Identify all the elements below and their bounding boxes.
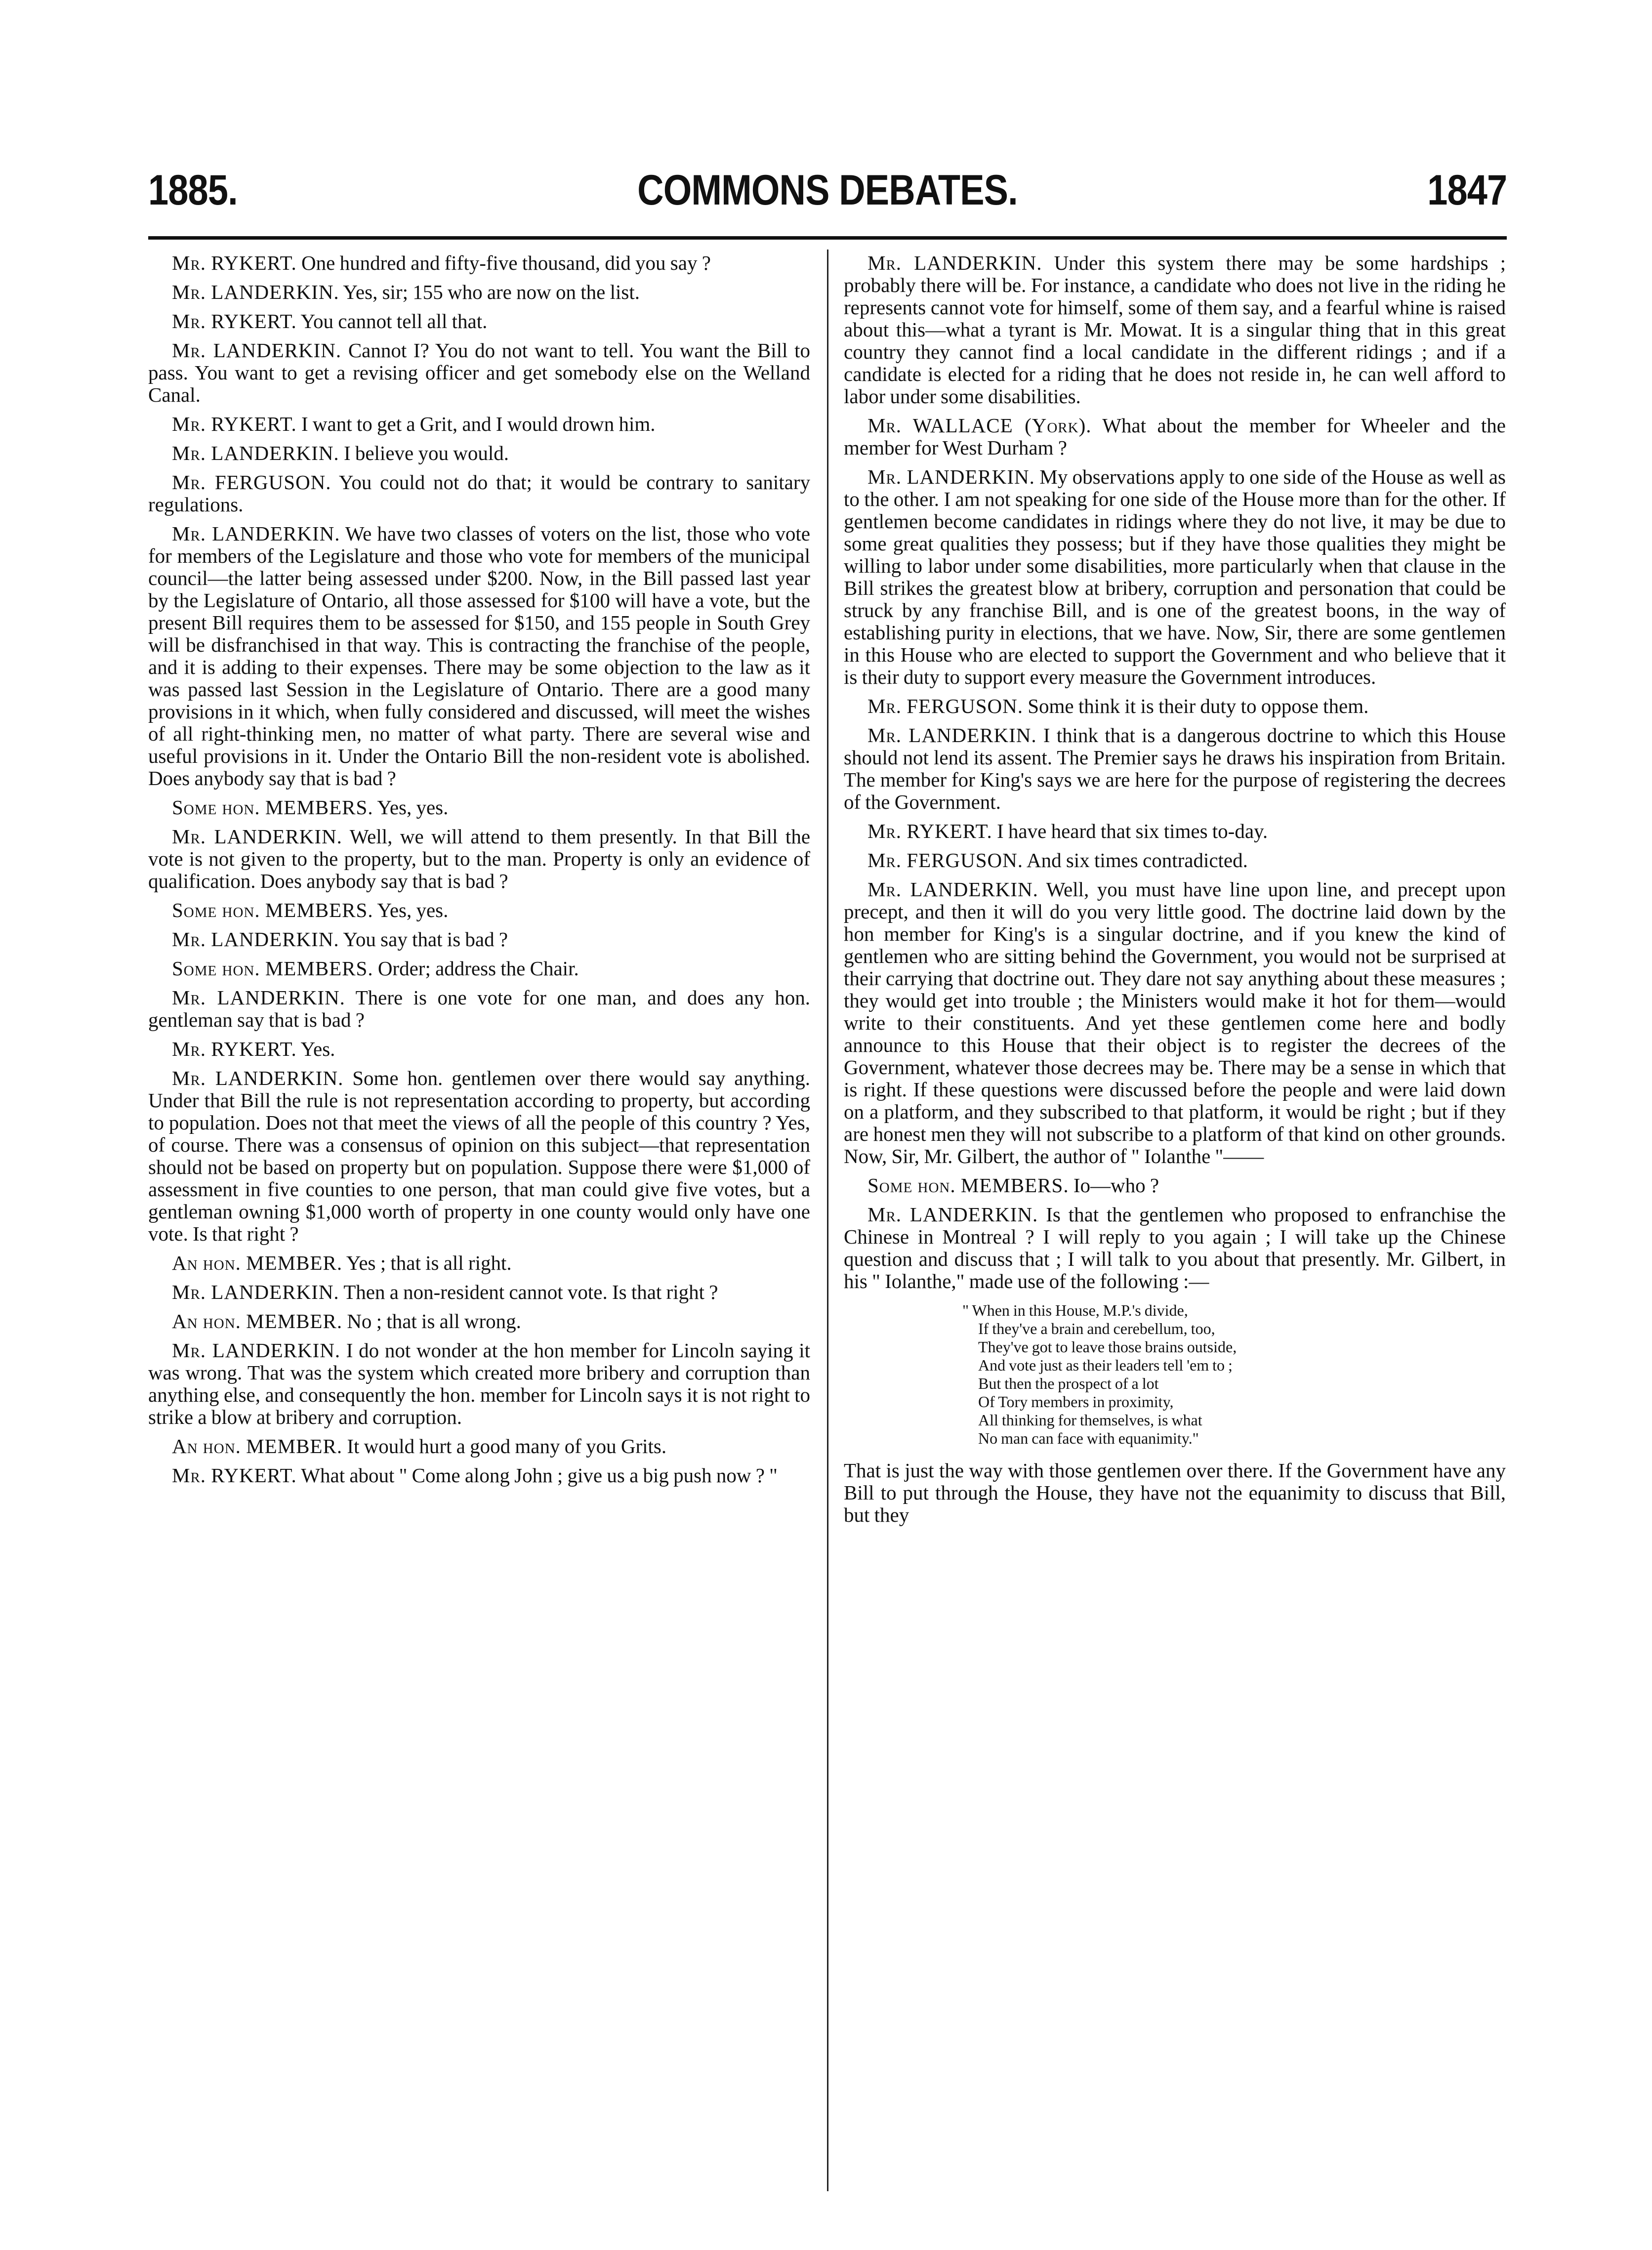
speech-text: Under this system there may be some hardships ; probably there will be. For instance, a candidate who does not live in the riding he represents cannot vote for himself, some of them say, and a fearful whine is raised about this—what a tyrant is Mr. Mowat. It is a singular thing that in this great country they cannot find a local candidate in the different ridings ; and if a candidate is elected for a riding that he does not reside in, he can well afford to labor under some disabilities. — [844, 251, 1506, 408]
speech-text: Well, we will attend to them presently. In that Bill the vote is not given to the property, but to the man. Property is only an evidence of qualification. Does anybody say that is bad ? — [148, 825, 811, 892]
speech-text: I have heard that six times to-day. — [997, 820, 1268, 842]
paragraph — [148, 471, 810, 516]
speaker-name: Mr. RYKERT. — [172, 310, 297, 333]
speech-text: My observations apply to one side of the House as well as to the other. I am not speaking for one side of the House more than for the other. If gentlemen become candidates in ridings where they do not live, it may be due to some great qualities they possess; but if they have those qualities they might be willing to labor under some disabilities, more particularly when that clause in the Bill strikes the greatest blow at bribery, corruption and personation that could be struck by any franchise Bill, and is one of the greatest boons, in the way of establishing purity in elections, that we have. Now, Sir, there are some gentlemen in this House who are elected to support the Government and who believe that it is their duty to support every measure the Government introduces. — [844, 465, 1506, 688]
verse-line: And vote just as their leaders tell 'em to ; — [978, 1356, 1233, 1374]
paragraph — [844, 1174, 1506, 1197]
speech-text: Order; address the Chair. — [377, 957, 579, 980]
speech-text: I do not wonder at the hon member for Lincoln saying it was wrong. That was the system which created more bribery and corruption than anything else, and consequently the hon. member for Lincoln says it is not right to strike a blow at bribery and corruption. — [148, 1339, 811, 1428]
speaker-name: Mr. RYKERT. — [172, 1464, 297, 1487]
speech-text: There is one vote for one man, and does any hon. gentleman say that is bad ? — [148, 986, 810, 1031]
left-column — [148, 252, 810, 1494]
speaker-name: Some hon. MEMBERS. — [172, 796, 373, 819]
speech-text: Some think it is their duty to oppose them. — [1028, 695, 1369, 717]
speech-text: Is that the gentlemen who proposed to enfranchise the Chinese in Montreal ? I will reply to you again ; I will take up the Chinese question and discuss that ; I will talk to you about that presently. Mr. Gilbert, in his " Iolanthe," made use of the following :— — [844, 1203, 1506, 1292]
header-year: 1885. — [148, 167, 238, 214]
speech-text: Io—who ? — [1073, 1174, 1159, 1197]
speaker-name: Mr. FERGUSON. — [867, 695, 1023, 717]
speech-text: You cannot tell all that. — [300, 310, 488, 333]
verse-line: All thinking for themselves, is what — [978, 1411, 1202, 1429]
speaker-name: An hon. MEMBER. — [172, 1251, 343, 1274]
speaker-name: Mr. FERGUSON. — [172, 471, 331, 494]
verse-quotation — [962, 1301, 1506, 1448]
speaker-name: Mr. FERGUSON. — [867, 849, 1023, 872]
speaker-name: Mr. LANDERKIN. — [172, 281, 339, 303]
paragraph — [844, 1204, 1506, 1292]
paragraph — [148, 928, 810, 951]
paragraph — [148, 1252, 810, 1274]
speaker-name: Mr. LANDERKIN. — [172, 825, 342, 848]
speech-text: One hundred and fifty-five thousand, did you say ? — [301, 251, 711, 274]
column-divider — [827, 250, 828, 2191]
speech-text: Then a non-resident cannot vote. Is that right ? — [343, 1281, 718, 1303]
paragraph — [148, 310, 810, 333]
speaker-name: Mr. LANDERKIN. — [867, 465, 1035, 488]
paragraph — [148, 1435, 810, 1458]
speaker-name: Mr. LANDERKIN. — [172, 442, 339, 464]
page-header — [148, 163, 1507, 222]
speaker-name: Some hon. MEMBERS. — [172, 899, 373, 921]
verse-line: Of Tory members in proximity, — [978, 1393, 1174, 1411]
paragraph — [148, 1281, 810, 1303]
verse-line: If they've a brain and cerebellum, too, — [978, 1320, 1215, 1337]
header-page-number: 1847 — [1427, 167, 1507, 214]
speaker-name: Mr. LANDERKIN. — [867, 1203, 1038, 1226]
speech-text: And six times contradicted. — [1026, 849, 1248, 872]
speech-text: Yes, sir; 155 who are now on the list. — [343, 281, 640, 303]
paragraph — [148, 281, 810, 303]
header-rule — [148, 236, 1507, 240]
speaker-name: Mr. LANDERKIN. — [172, 928, 339, 951]
speech-text: Yes, yes. — [377, 796, 449, 819]
paragraph — [844, 252, 1506, 408]
speech-text: What about the member for Wheeler and the member for West Durham ? — [844, 414, 1506, 459]
speaker-name: Mr. LANDERKIN. — [172, 339, 342, 362]
paragraph — [148, 1067, 810, 1245]
paragraph — [844, 695, 1506, 717]
speaker-name: Mr. RYKERT. — [172, 413, 297, 435]
speech-text: You say that is bad ? — [343, 928, 508, 951]
paragraph — [148, 987, 810, 1031]
paragraph — [148, 1464, 810, 1487]
verse-line: No man can face with equanimity." — [978, 1429, 1199, 1447]
paragraph — [148, 252, 810, 274]
speech-text: I think that is a dangerous doctrine to which this House should not lend its assent. The Premier says he draws his inspiration from Britain. The member for King's says we are here for the purpose of registering the decrees of the Government. — [844, 724, 1506, 813]
speech-text: It would hurt a good many of you Grits. — [347, 1435, 667, 1458]
paragraph — [844, 415, 1506, 459]
speech-text: Yes, yes. — [377, 899, 449, 921]
speaker-name: Mr. LANDERKIN. — [172, 1067, 344, 1089]
speech-text: No ; that is all wrong. — [347, 1310, 521, 1333]
verse-line: They've got to leave those brains outside, — [978, 1338, 1237, 1356]
header-title: COMMONS DEBATES. — [637, 167, 1018, 214]
speech-text: I want to get a Grit, and I would drown him. — [301, 413, 656, 435]
speaker-name: Some hon. MEMBERS. — [172, 957, 373, 980]
paragraph — [148, 1339, 810, 1428]
paragraph — [844, 466, 1506, 688]
speaker-name: Mr. LANDERKIN. — [867, 251, 1042, 274]
speech-text: We have two classes of voters on the list, those who vote for members of the Legislature and those who vote for members of the municipal council—the latter being assessed under $200. Now, in the Bill passed last year by the Legislature of Ontario, all those assessed for $100 will have a vote, but the present Bill requires them to be assessed for $150, and 155 people in South Grey will be disfranchised in that way. This is contracting the franchise of the people, and it is adding to their expenses. There may be some objection to the law as it was passed last Session in the Legislature of Ontario. There are a good many provisions in it which, when fully considered and discussed, will meet the wishes of all right-thinking men, no matter of what party. There are several wise and useful provisions in it. Under the Ontario Bill the non-resident vote is abolished. Does anybody say that is bad ? — [148, 522, 811, 790]
speech-text: What about " Come along John ; give us a big push now ? " — [301, 1464, 778, 1487]
speaker-name: Mr. RYKERT. — [172, 251, 297, 274]
speaker-name: Mr. LANDERKIN. — [172, 1339, 341, 1362]
speaker-name: Mr. RYKERT. — [867, 820, 992, 842]
closing-paragraph: That is just the way with those gentlemen over there. If the Government have any Bill to put through the House, they have not the equanimity to discuss that Bill, but they — [844, 1459, 1506, 1526]
paragraph — [148, 1038, 810, 1060]
speech-text: Some hon. gentlemen over there would say anything. Under that Bill the rule is not representation according to property, but according to population. Does not that meet the views of all the people of this country ? Yes, of course. There was a consensus of opinion on this subject—that representation should not be based on property but on population. Suppose there were $1,000 of assessment in five counties to one person, that man could give five votes, but a gentleman owning $1,000 worth of property in one county would only have one vote. Is that right ? — [148, 1067, 810, 1245]
speaker-name: Mr. LANDERKIN. — [867, 878, 1038, 901]
speaker-name: Mr. RYKERT. — [172, 1038, 297, 1060]
speech-text: Yes. — [300, 1038, 335, 1060]
speaker-name: Mr. LANDERKIN. — [172, 522, 340, 545]
speaker-name: Mr. WALLACE (York). — [867, 414, 1092, 437]
paragraph — [148, 899, 810, 921]
speech-text: Yes ; that is all right. — [346, 1251, 512, 1274]
paragraph — [148, 413, 810, 435]
paragraph — [148, 339, 810, 406]
paragraph — [148, 1310, 810, 1333]
paragraph — [148, 523, 810, 790]
paragraph — [148, 796, 810, 819]
speaker-name: An hon. MEMBER. — [172, 1435, 343, 1458]
verse-line: But then the prospect of a lot — [978, 1375, 1159, 1392]
paragraph — [844, 724, 1506, 813]
speaker-name: Mr. LANDERKIN. — [172, 986, 345, 1009]
paragraph — [844, 849, 1506, 872]
speaker-name: An hon. MEMBER. — [172, 1310, 343, 1333]
speech-text: Well, you must have line upon line, and precept upon precept, and then it will do you very little good. The doctrine laid down by the hon member for King's is a singular doctrine, and if you knew the kind of gentlemen who are sitting behind the Government, you would not be surprised at their carrying that doctrine out. They dare not say anything about these measures ; they would get into trouble ; the Ministers would make it hot for them—would write to their constituents. And yet these gentlemen come here and bodly announce to this House that their object is to register the decrees of the Government, whatever those decrees may be. There may be a sense in which that is right. If these questions were discussed before the people and were laid down on a platform, and they subscribed to that platform, it would be right ; but if they are honest men they will not subscribe to a platform of that kind on other grounds. Now, Sir, Mr. Gilbert, the author of " Iolanthe "—— — [844, 878, 1506, 1167]
speaker-name: Some hon. MEMBERS. — [867, 1174, 1069, 1197]
speech-text: I believe you would. — [343, 442, 509, 464]
right-column — [844, 252, 1506, 1533]
paragraph — [148, 826, 810, 892]
paragraph — [844, 820, 1506, 842]
speech-text: Cannot I? You do not want to tell. You want the Bill to pass. You want to get a revising officer and get somebody else on the Welland Canal. — [148, 339, 811, 406]
paragraph — [148, 442, 810, 464]
speaker-name: Mr. LANDERKIN. — [867, 724, 1037, 747]
verse-line: " When in this House, M.P.'s divide, — [962, 1301, 1188, 1319]
speaker-name: Mr. LANDERKIN. — [172, 1281, 339, 1303]
speech-text: You could not do that; it would be contrary to sanitary regulations. — [148, 471, 811, 516]
paragraph — [844, 878, 1506, 1167]
paragraph — [148, 958, 810, 980]
